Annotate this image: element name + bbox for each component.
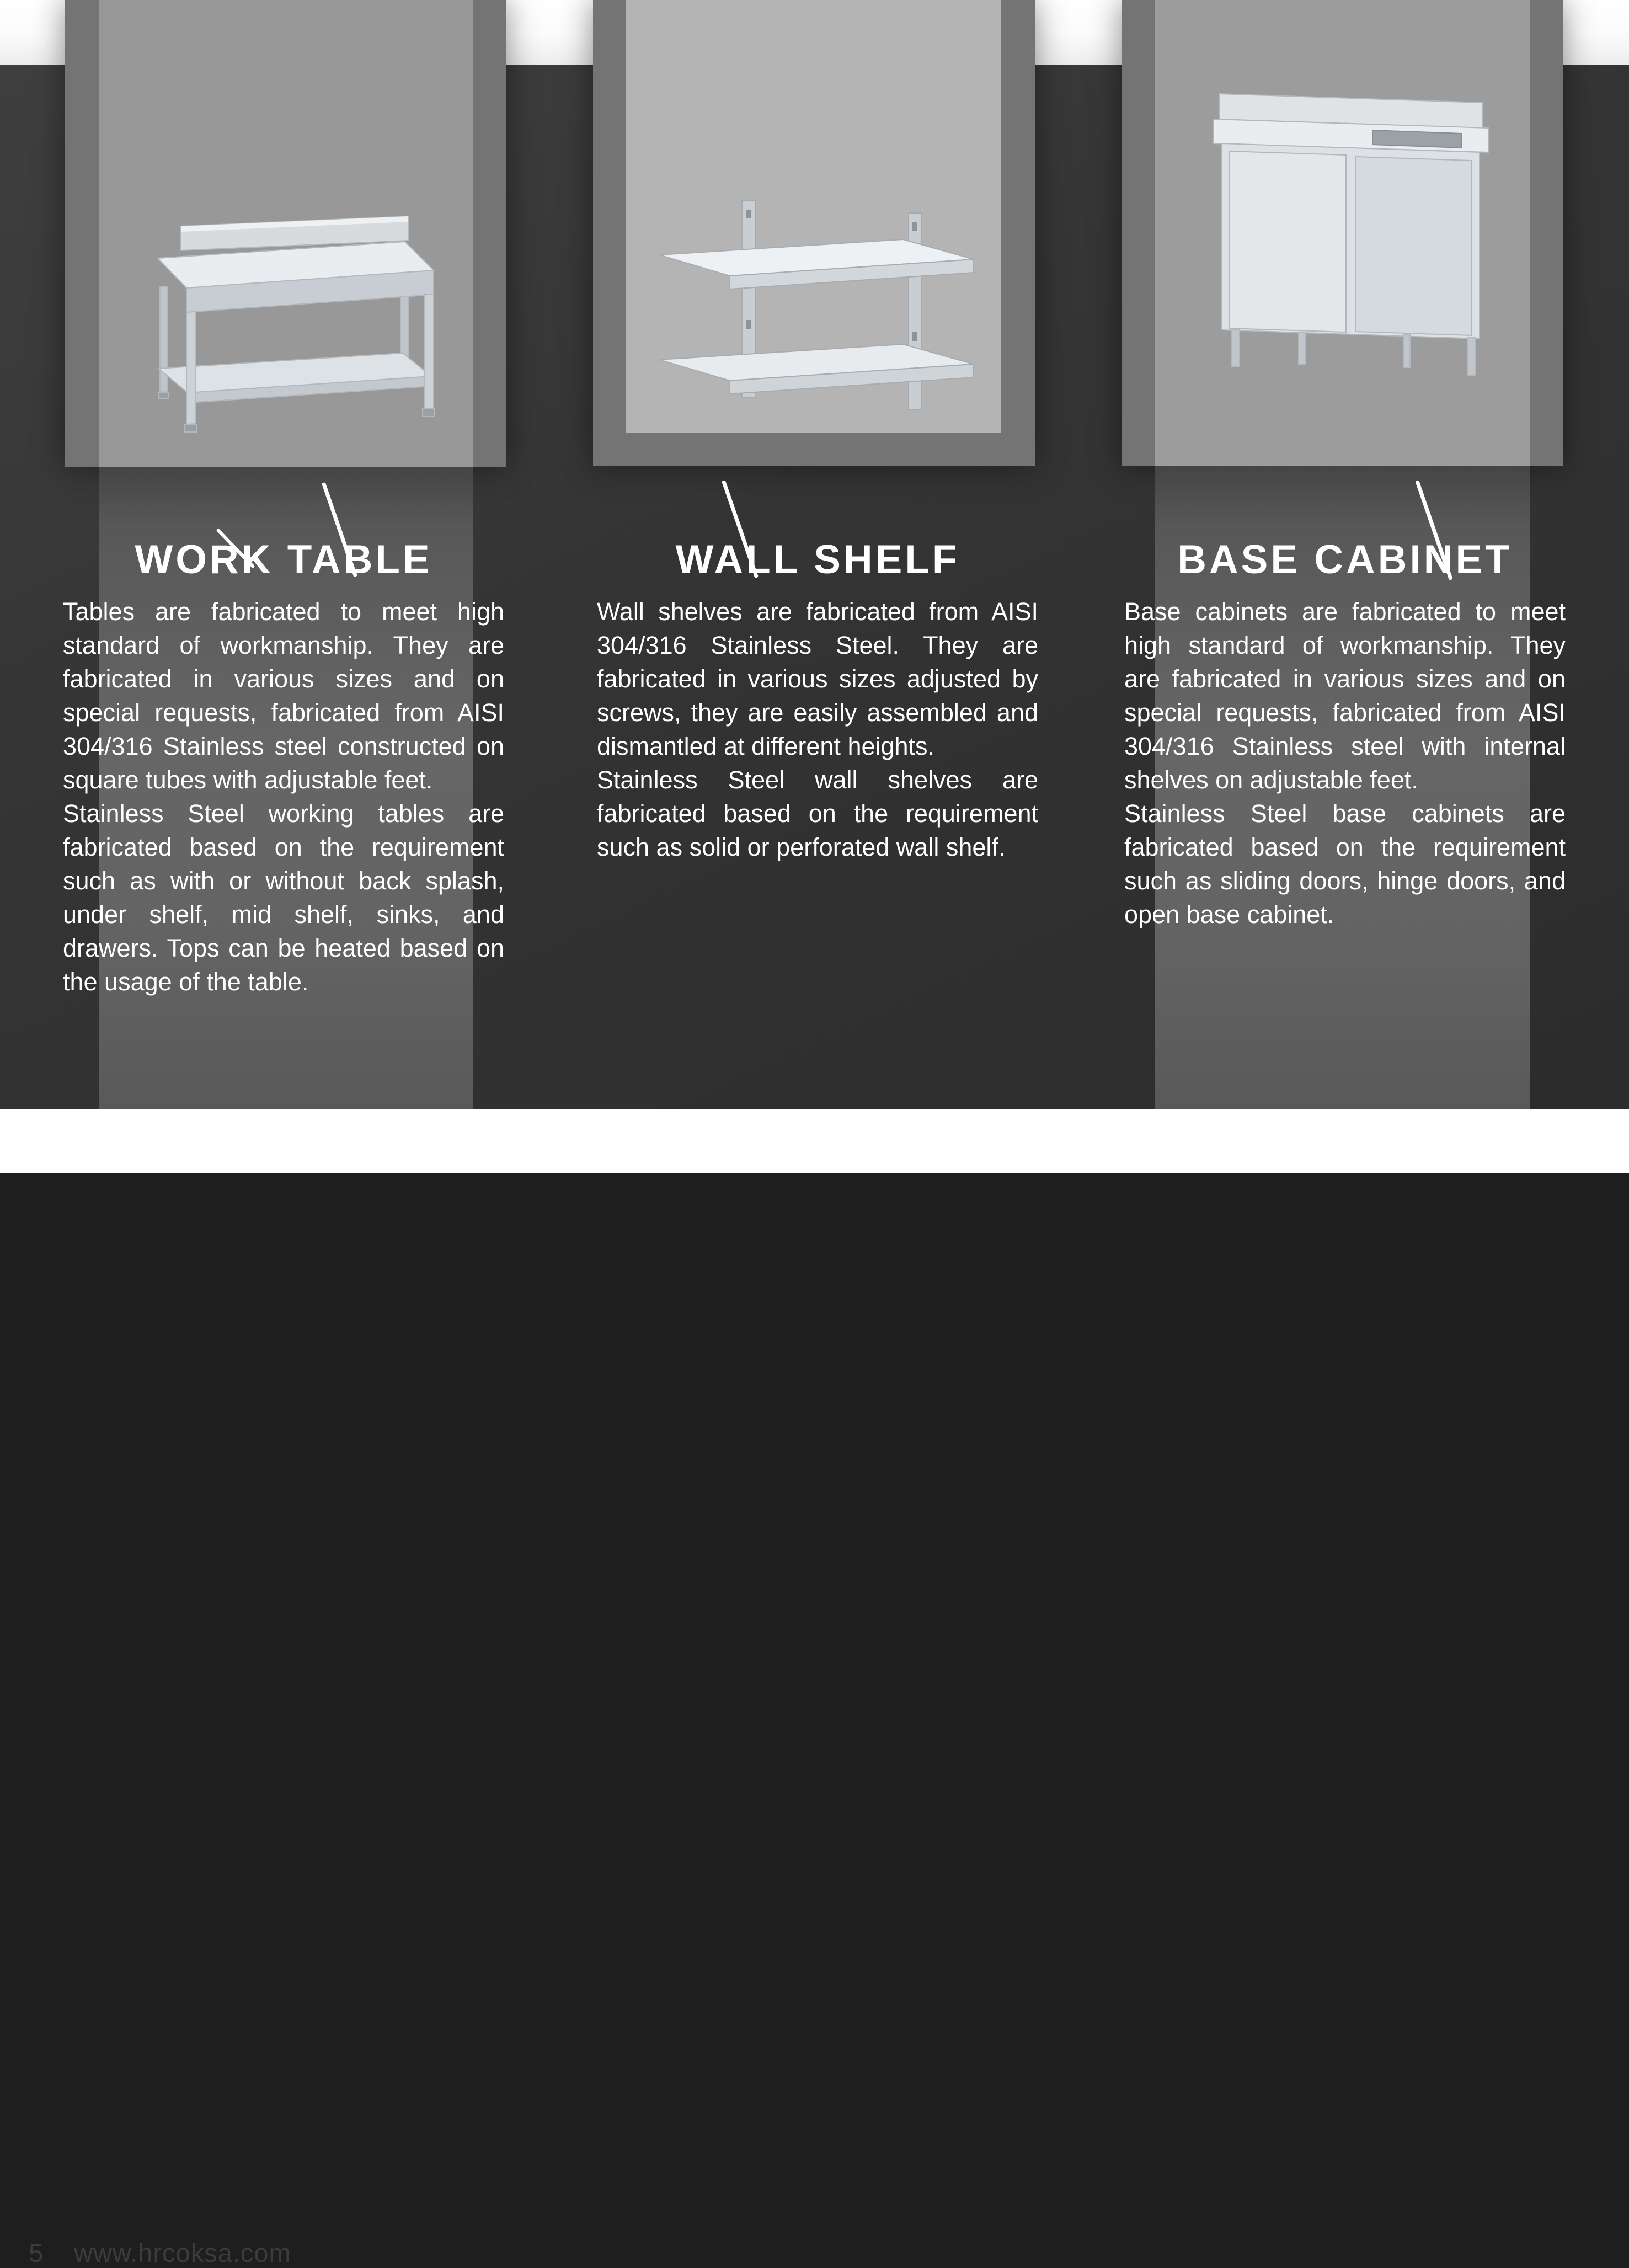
wall-shelf-image-box — [626, 0, 1001, 433]
base-cabinet-image-box — [1155, 0, 1530, 466]
work-table-description — [63, 595, 504, 999]
work-table-title: WORK TABLE — [135, 537, 432, 582]
website-link[interactable]: www.hrcoksa.com — [74, 2238, 291, 2267]
wall-shelf-description — [597, 595, 1038, 864]
work-table-frame — [65, 0, 506, 467]
footer-strip — [0, 1109, 1629, 2267]
base-cabinet-description — [1124, 595, 1566, 931]
base-cabinet-product-image — [1190, 77, 1508, 430]
work-table-paragraph-1: Tables are fabricated to meet high standard of workmanship. They are fabricated in various sizes and on special requests, fabricated from AISI 304/316 Stainless steel constructed on square tubes with adjustable feet. — [63, 597, 504, 794]
base-cabinet-paragraph-1: Base cabinets are fabricated to meet high standard of workmanship. They are fabricated in various sizes and on special requests, fabricated from AISI 304/316 Stainless steel with internal shelves on adjustable feet. — [1124, 597, 1566, 794]
base-cabinet-paragraph-2: Stainless Steel base cabinets are fabricated based on the requirement such as sliding doors, hinge doors, and open base cabinet. — [1124, 799, 1566, 928]
work-table-paragraph-2: Stainless Steel working tables are fabricated based on the requirement such as with or without back splash, under shelf, mid shelf, sinks, and drawers. Tops can be heated based on the usage of the table. — [63, 799, 504, 996]
wall-shelf-title: WALL SHELF — [675, 537, 960, 582]
page-number: 5 — [29, 2238, 44, 2267]
wall-shelf-product-image — [638, 193, 991, 414]
base-cabinet-frame — [1122, 0, 1563, 466]
wall-shelf-frame — [593, 0, 1035, 466]
work-table-product-image — [127, 221, 444, 441]
work-table-image-box — [99, 0, 473, 467]
base-cabinet-title: BASE CABINET — [1177, 537, 1513, 582]
wall-shelf-paragraph-2: Stainless Steel wall shelves are fabricated based on the requirement such as solid or perforated wall shelf. — [597, 766, 1038, 861]
wall-shelf-paragraph-1: Wall shelves are fabricated from AISI 304/316 Stainless Steel. They are fabricated in various sizes adjusted by screws, they are easily assembled and dismantled at different heights. — [597, 597, 1038, 760]
